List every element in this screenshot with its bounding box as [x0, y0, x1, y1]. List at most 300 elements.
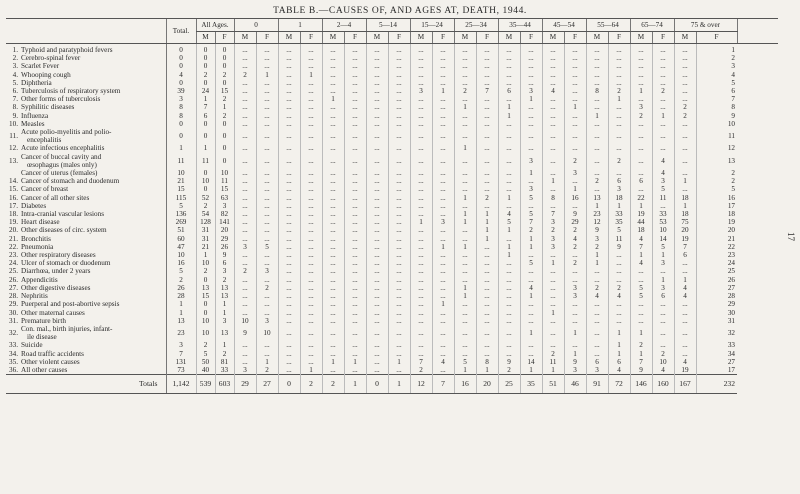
data-cell: ... [410, 309, 432, 317]
data-cell: ... [498, 44, 520, 55]
data-cell: ... [432, 284, 454, 292]
data-cell: ... [652, 95, 674, 103]
cause-line: Diphtheria [21, 78, 52, 87]
data-cell: 82 [215, 210, 234, 218]
data-cell: ... [564, 62, 586, 70]
data-cell: ... [366, 144, 388, 152]
data-cell: 8 [542, 194, 564, 202]
data-cell: ... [234, 300, 256, 308]
data-cell: 10 [256, 325, 278, 341]
data-cell: 5 [256, 243, 278, 251]
data-cell: ... [278, 276, 300, 284]
data-cell: ... [498, 71, 520, 79]
data-cell: 3 [520, 185, 542, 193]
data-cell: 1 [520, 366, 542, 375]
data-cell: 2 [608, 87, 630, 95]
data-cell: ... [410, 103, 432, 111]
totals-cell: 27 [256, 375, 278, 394]
row-number: 9. [12, 111, 18, 120]
table-row [6, 341, 778, 349]
header-male: M [586, 32, 608, 44]
cause-line: Measles [21, 119, 45, 128]
data-cell: ... [476, 300, 498, 308]
data-cell: 50 [196, 358, 215, 366]
data-cell: ... [410, 54, 432, 62]
header-age-group: 65—74 [630, 19, 674, 32]
data-cell: 11 [608, 235, 630, 243]
data-cell: ... [608, 62, 630, 70]
data-cell: ... [454, 169, 476, 177]
header-female: F [388, 32, 410, 44]
data-cell: ... [322, 218, 344, 226]
data-cell: ... [300, 226, 322, 234]
data-cell: ... [542, 54, 564, 62]
data-cell: 1 [520, 169, 542, 177]
data-cell: ... [608, 300, 630, 308]
row-number: 34. [9, 349, 18, 358]
data-cell: ... [410, 243, 432, 251]
data-cell: ... [322, 144, 344, 152]
data-cell: 47 [166, 243, 196, 251]
data-cell: ... [476, 243, 498, 251]
row-end-number: 7 [696, 95, 737, 103]
data-cell: ... [278, 79, 300, 87]
data-cell: ... [652, 128, 674, 144]
table-row [6, 71, 778, 79]
row-end-number: 27 [696, 284, 737, 292]
row-end-number: 23 [696, 251, 737, 259]
data-cell: ... [564, 341, 586, 349]
data-cell: ... [674, 317, 696, 325]
totals-cell: 72 [608, 375, 630, 394]
data-cell: ... [388, 300, 410, 308]
data-cell: ... [674, 62, 696, 70]
header-male: M [322, 32, 344, 44]
cause-label [20, 284, 166, 292]
data-cell: 1 [520, 243, 542, 251]
cause-line: Premature birth [21, 316, 66, 325]
data-cell: 2 [454, 87, 476, 95]
cause-label [20, 128, 166, 144]
data-cell: 10 [196, 177, 215, 185]
data-cell: 6 [215, 259, 234, 267]
data-cell: ... [366, 103, 388, 111]
data-cell: 60 [166, 235, 196, 243]
data-cell: ... [344, 153, 366, 169]
data-cell: ... [652, 144, 674, 152]
data-cell: ... [586, 95, 608, 103]
header-male: M [542, 32, 564, 44]
data-cell: ... [410, 350, 432, 358]
data-cell: ... [322, 284, 344, 292]
data-cell: 1 [608, 95, 630, 103]
data-cell: ... [674, 325, 696, 341]
data-cell: ... [366, 292, 388, 300]
cause-line: Acute polio-myelitis and polio- [21, 128, 112, 137]
data-cell: ... [366, 87, 388, 95]
data-cell: 81 [215, 358, 234, 366]
data-cell: ... [630, 54, 652, 62]
data-cell: 1 [196, 95, 215, 103]
data-cell: ... [344, 267, 366, 275]
data-cell: 18 [630, 226, 652, 234]
data-cell: 3 [256, 267, 278, 275]
data-cell: 18 [674, 194, 696, 202]
data-cell: ... [652, 79, 674, 87]
cause-line: Nephritis [21, 292, 48, 301]
data-cell: ... [410, 169, 432, 177]
data-cell: ... [608, 251, 630, 259]
data-cell: ... [366, 120, 388, 128]
row-end-number: 11 [696, 128, 737, 144]
header-age-group: 35—44 [498, 19, 542, 32]
data-cell: ... [498, 325, 520, 341]
data-cell: 4 [564, 235, 586, 243]
data-cell: 6 [674, 251, 696, 259]
cause-label [20, 71, 166, 79]
row-end-number: 2 [696, 177, 737, 185]
data-cell: 20 [674, 226, 696, 234]
data-cell: 73 [166, 366, 196, 375]
data-cell: ... [278, 95, 300, 103]
data-cell: ... [388, 341, 410, 349]
data-cell: ... [344, 341, 366, 349]
data-cell: ... [410, 44, 432, 55]
data-cell: 15 [215, 185, 234, 193]
data-cell: ... [278, 202, 300, 210]
data-cell: 0 [166, 54, 196, 62]
data-cell: ... [674, 87, 696, 95]
data-cell: 6 [586, 358, 608, 366]
data-cell: 1 [674, 177, 696, 185]
cause-line: Intra-cranial vascular lesions [21, 210, 105, 219]
data-cell: 63 [215, 194, 234, 202]
data-cell: ... [366, 177, 388, 185]
header-female: F [564, 32, 586, 44]
row-number: 20. [9, 226, 18, 235]
data-cell: ... [432, 144, 454, 152]
table-row [6, 235, 778, 243]
data-cell: ... [300, 350, 322, 358]
data-cell: ... [608, 71, 630, 79]
header-female: F [256, 32, 278, 44]
data-cell: ... [322, 300, 344, 308]
data-cell: ... [564, 177, 586, 185]
data-cell: 1 [215, 309, 234, 317]
data-cell: 0 [215, 79, 234, 87]
data-cell: ... [388, 44, 410, 55]
data-cell: ... [322, 79, 344, 87]
data-cell: ... [322, 350, 344, 358]
data-cell: 1 [564, 325, 586, 341]
cause-label [20, 144, 166, 152]
header-female: F [652, 32, 674, 44]
row-number: 30. [9, 308, 18, 317]
data-cell: ... [366, 62, 388, 70]
data-cell: ... [234, 210, 256, 218]
data-cell: ... [300, 194, 322, 202]
data-cell: 1 [586, 202, 608, 210]
data-cell: ... [498, 120, 520, 128]
cause-label [20, 276, 166, 284]
data-cell: ... [388, 218, 410, 226]
data-cell: ... [344, 292, 366, 300]
row-number: 3. [12, 62, 18, 71]
data-cell: 1 [215, 341, 234, 349]
data-cell: ... [366, 128, 388, 144]
data-cell: 2 [498, 366, 520, 375]
cause-label [20, 44, 166, 55]
cause-line: Other respiratory diseases [21, 251, 96, 260]
data-cell: ... [564, 128, 586, 144]
data-cell: ... [432, 185, 454, 193]
data-cell: 6 [498, 87, 520, 95]
data-cell: ... [476, 350, 498, 358]
cause-line: Heart disease [21, 218, 60, 227]
row-number: 2. [12, 54, 18, 63]
data-cell: 0 [215, 54, 234, 62]
data-cell: ... [278, 226, 300, 234]
data-cell: ... [410, 259, 432, 267]
data-cell: ... [344, 103, 366, 111]
data-cell: ... [388, 284, 410, 292]
data-cell: ... [256, 251, 278, 259]
data-cell: 35 [608, 218, 630, 226]
data-cell: ... [278, 87, 300, 95]
causes-of-death-table [6, 18, 778, 394]
data-cell: ... [520, 350, 542, 358]
row-end-number: 18 [696, 210, 737, 218]
cause-label [20, 259, 166, 267]
data-cell: ... [498, 284, 520, 292]
data-cell: ... [256, 218, 278, 226]
data-cell: 1 [432, 243, 454, 251]
cause-line: Puerperal and post-abortive sepsis [21, 300, 120, 309]
data-cell: ... [388, 251, 410, 259]
data-cell: ... [234, 284, 256, 292]
row-end-number: 34 [696, 350, 737, 358]
data-cell: ... [278, 350, 300, 358]
data-cell: ... [300, 120, 322, 128]
data-cell: ... [344, 144, 366, 152]
data-cell: ... [498, 350, 520, 358]
data-cell: ... [586, 325, 608, 341]
data-cell: ... [674, 79, 696, 87]
data-cell: 6 [608, 177, 630, 185]
data-cell: 10 [166, 169, 196, 177]
data-cell: ... [366, 79, 388, 87]
data-cell: ... [520, 300, 542, 308]
row-number: 25. [9, 267, 18, 276]
data-cell: 7 [630, 243, 652, 251]
data-cell: ... [256, 153, 278, 169]
data-cell: ... [476, 317, 498, 325]
data-cell: 2 [586, 243, 608, 251]
data-cell: 33 [652, 210, 674, 218]
table-row [6, 153, 778, 169]
data-cell: 19 [674, 235, 696, 243]
data-cell: ... [366, 71, 388, 79]
data-cell: ... [652, 267, 674, 275]
totals-cell: 167 [674, 375, 696, 394]
data-cell: 7 [630, 358, 652, 366]
data-cell: ... [300, 95, 322, 103]
table-row [6, 358, 778, 366]
data-cell: ... [388, 153, 410, 169]
data-cell: ... [652, 120, 674, 128]
data-cell: ... [322, 210, 344, 218]
data-cell: ... [674, 300, 696, 308]
data-cell: 6 [630, 177, 652, 185]
data-cell: 3 [564, 292, 586, 300]
data-cell: ... [278, 259, 300, 267]
data-cell: 8 [586, 87, 608, 95]
data-cell: ... [498, 95, 520, 103]
data-cell: ... [674, 71, 696, 79]
data-cell: 0 [166, 62, 196, 70]
data-cell: ... [410, 202, 432, 210]
header-female: F [476, 32, 498, 44]
data-cell: ... [542, 144, 564, 152]
cause-label [20, 243, 166, 251]
data-cell: ... [410, 210, 432, 218]
row-number: 23. [9, 251, 18, 260]
data-cell: ... [432, 128, 454, 144]
cause-label [20, 112, 166, 120]
data-cell: 2 [234, 71, 256, 79]
data-cell: ... [476, 267, 498, 275]
cause-label [20, 251, 166, 259]
data-cell: ... [410, 235, 432, 243]
data-cell: ... [366, 218, 388, 226]
data-cell: ... [498, 144, 520, 152]
header-age-group: 0 [234, 19, 278, 32]
data-cell: ... [542, 276, 564, 284]
data-cell: 18 [674, 210, 696, 218]
data-cell: 1 [322, 95, 344, 103]
data-cell: 0 [166, 120, 196, 128]
data-cell: ... [498, 153, 520, 169]
data-cell: ... [454, 350, 476, 358]
data-cell: ... [520, 202, 542, 210]
data-cell: 10 [652, 358, 674, 366]
data-cell: ... [542, 292, 564, 300]
table-row [6, 44, 778, 55]
row-number: 18. [9, 210, 18, 219]
data-cell: ... [608, 309, 630, 317]
data-cell: ... [278, 153, 300, 169]
data-cell: 3 [166, 341, 196, 349]
data-cell: 1 [674, 202, 696, 210]
data-cell: 11 [542, 358, 564, 366]
data-cell: ... [388, 194, 410, 202]
row-end-number: 27 [696, 358, 737, 366]
data-cell: ... [366, 259, 388, 267]
data-cell: 24 [196, 87, 215, 95]
row-end-number: 25 [696, 267, 737, 275]
data-cell: ... [256, 350, 278, 358]
data-cell: ... [388, 62, 410, 70]
data-cell: 0 [196, 185, 215, 193]
data-cell: ... [344, 218, 366, 226]
data-cell: ... [410, 292, 432, 300]
data-cell: ... [476, 153, 498, 169]
data-cell: 0 [196, 79, 215, 87]
data-cell: ... [256, 292, 278, 300]
data-cell: ... [256, 79, 278, 87]
data-cell: ... [586, 276, 608, 284]
data-cell: ... [498, 185, 520, 193]
row-number: 19. [9, 218, 18, 227]
data-cell: 19 [630, 210, 652, 218]
data-cell: 7 [542, 210, 564, 218]
data-cell: 5 [520, 194, 542, 202]
cause-line: Bronchitis [21, 234, 51, 243]
data-cell: ... [520, 267, 542, 275]
data-cell: ... [410, 194, 432, 202]
header-female: F [432, 32, 454, 44]
data-cell: 3 [652, 177, 674, 185]
table-row [6, 210, 778, 218]
data-cell: ... [630, 309, 652, 317]
table-body [6, 44, 778, 394]
data-cell: ... [520, 276, 542, 284]
data-cell: 4 [166, 71, 196, 79]
data-cell: ... [278, 358, 300, 366]
table-title: TABLE B.—CAUSES OF, AND AGES AT, DEATH, 1944. [273, 6, 527, 16]
data-cell: ... [256, 202, 278, 210]
data-cell: ... [300, 251, 322, 259]
data-cell: ... [432, 251, 454, 259]
data-cell: ... [674, 267, 696, 275]
data-cell: 1 [630, 251, 652, 259]
data-cell: 2 [196, 71, 215, 79]
data-cell: ... [498, 128, 520, 144]
data-cell: 3 [256, 317, 278, 325]
data-cell: ... [234, 153, 256, 169]
data-cell: ... [564, 95, 586, 103]
cause-line: Cancer of breast [21, 185, 69, 194]
data-cell: ... [652, 103, 674, 111]
table-row [6, 177, 778, 185]
data-cell: 1 [608, 341, 630, 349]
row-end-number: 3 [696, 62, 737, 70]
data-cell: 13 [215, 292, 234, 300]
row-number: 1. [12, 46, 18, 54]
data-cell: ... [300, 210, 322, 218]
data-cell: ... [498, 259, 520, 267]
data-cell: ... [278, 112, 300, 120]
data-cell: ... [388, 243, 410, 251]
data-cell: 14 [520, 358, 542, 366]
data-cell: 7 [166, 350, 196, 358]
data-cell: 19 [674, 366, 696, 375]
data-cell: 0 [196, 276, 215, 284]
cause-line: encephalitis [27, 136, 62, 145]
row-end-number: 30 [696, 309, 737, 317]
data-cell: ... [432, 317, 454, 325]
data-cell: ... [278, 169, 300, 177]
header-age-group: 55—64 [586, 19, 630, 32]
data-cell: ... [520, 44, 542, 55]
data-cell: ... [520, 103, 542, 111]
data-cell: ... [432, 292, 454, 300]
row-number: 32. [9, 329, 18, 337]
data-cell: ... [542, 341, 564, 349]
cause-line: Other forms of tuberculosis [21, 95, 101, 104]
data-cell: ... [564, 120, 586, 128]
data-cell: 6 [608, 358, 630, 366]
